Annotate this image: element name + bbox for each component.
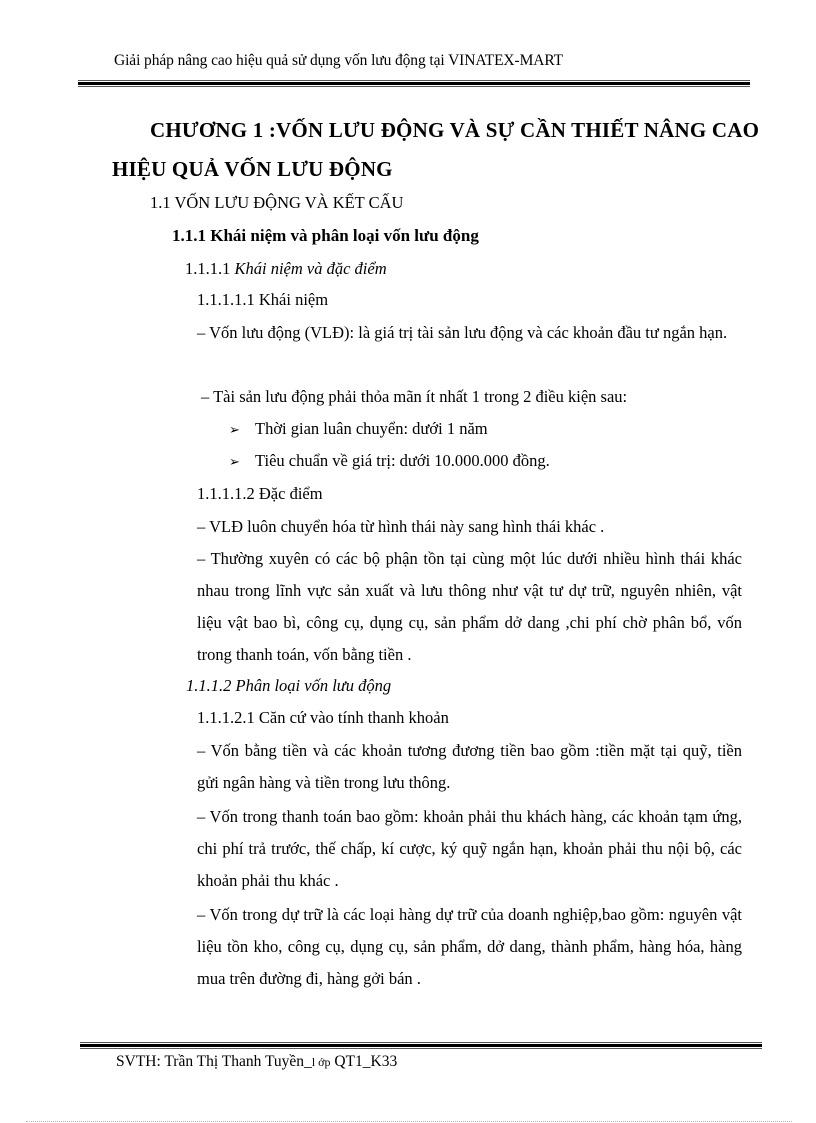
paragraph-conditions-intro: – Tài sản lưu động phải thỏa mãn ít nhất 1 trong 2 điều kiện sau: (201, 387, 628, 406)
page-header-title: Giải pháp nâng cao hiệu quả sử dụng vốn lưu động tại VINATEX-MART (114, 52, 564, 69)
bullet-item (229, 419, 488, 439)
section-heading-1-1-1-1-1: 1.1.1.1.1 Khái niệm (197, 290, 329, 309)
section-heading-1-1-1-1 (185, 259, 387, 279)
paragraph-feature-1: – VLĐ luôn chuyển hóa từ hình thái này sang hình thái khác . (197, 517, 605, 536)
section-heading-1-1-1-2: 1.1.1.2 Phân loại vốn lưu động (186, 676, 392, 695)
section-title: Khái niệm và đặc điểm (234, 259, 387, 278)
chapter-title-line-1: CHƯƠNG 1 :VỐN LƯU ĐỘNG VÀ SỰ CẦN THIẾT NÂNG CAO (150, 118, 760, 142)
paragraph-liquidity-receivables: – Vốn trong thanh toán bao gồm: khoản phải thu khách hàng, các khoản tạm ứng, chi phí trả trước, thế chấp, kí cược, ký quỹ ngắn hạn, khoản phải thu nội bộ, các khoản phải thu khác . (197, 807, 742, 890)
footer-author: SVTH: Trần Thị Thanh Tuyền_ (116, 1053, 312, 1070)
arrow-bullet-icon: ➢ (229, 423, 240, 438)
footer-class-code: QT1_K33 (330, 1053, 398, 1070)
paragraph-feature-2: – Thường xuyên có các bộ phận tồn tại cùng một lúc dưới nhiều hình thái khác nhau trong lĩnh vực sản xuất và lưu thông như vật tư dự trữ, nguyên nhiên, vật liệu vật bao bì, công cụ, dụng cụ, sản phẩm dở dang ,chi phí chờ phân bổ, vốn trong thanh toán, vốn bằng tiền . (197, 549, 742, 664)
section-heading-1-1-1-2-1: 1.1.1.2.1 Căn cứ vào tính thanh khoản (197, 708, 449, 727)
section-number: 1.1.1.1 (185, 259, 235, 278)
paragraph-definition: – Vốn lưu động (VLĐ): là giá trị tài sản lưu động và các khoản đầu tư ngắn hạn. (197, 323, 728, 342)
section-heading-1-1-1: 1.1.1 Khái niệm và phân loại vốn lưu động (172, 226, 479, 245)
chapter-title-line-2: HIỆU QUẢ VỐN LƯU ĐỘNG (112, 157, 393, 181)
section-heading-1-1-1-1-2: 1.1.1.1.2 Đặc điểm (197, 484, 323, 503)
footer-divider (80, 1042, 762, 1049)
bullet-text: Tiêu chuẩn về giá trị: dưới 10.000.000 đồng. (255, 451, 550, 470)
section-heading-1-1: 1.1 VỐN LƯU ĐỘNG VÀ KẾT CẤU (150, 193, 404, 212)
paragraph-liquidity-inventory: – Vốn trong dự trữ là các loại hàng dự trữ của doanh nghiệp,bao gồm: nguyên vật liệu tồn kho, công cụ, dụng cụ, sản phẩm, dở dang, thành phẩm, hàng hóa, hàng mua trên đường đi, hàng gởi bán . (197, 905, 742, 988)
bullet-text: Thời gian luân chuyển: dưới 1 năm (255, 419, 488, 438)
footer-class-label: l ớp (311, 1055, 331, 1069)
header-divider (78, 80, 750, 87)
arrow-bullet-icon: ➢ (229, 455, 240, 470)
paragraph-liquidity-cash: – Vốn bằng tiền và các khoản tương đương tiền bao gồm :tiền mặt tại quỹ, tiền gửi ngân hàng và tiền trong lưu thông. (197, 741, 742, 792)
bullet-item (229, 451, 550, 471)
page-footer (116, 1053, 397, 1071)
